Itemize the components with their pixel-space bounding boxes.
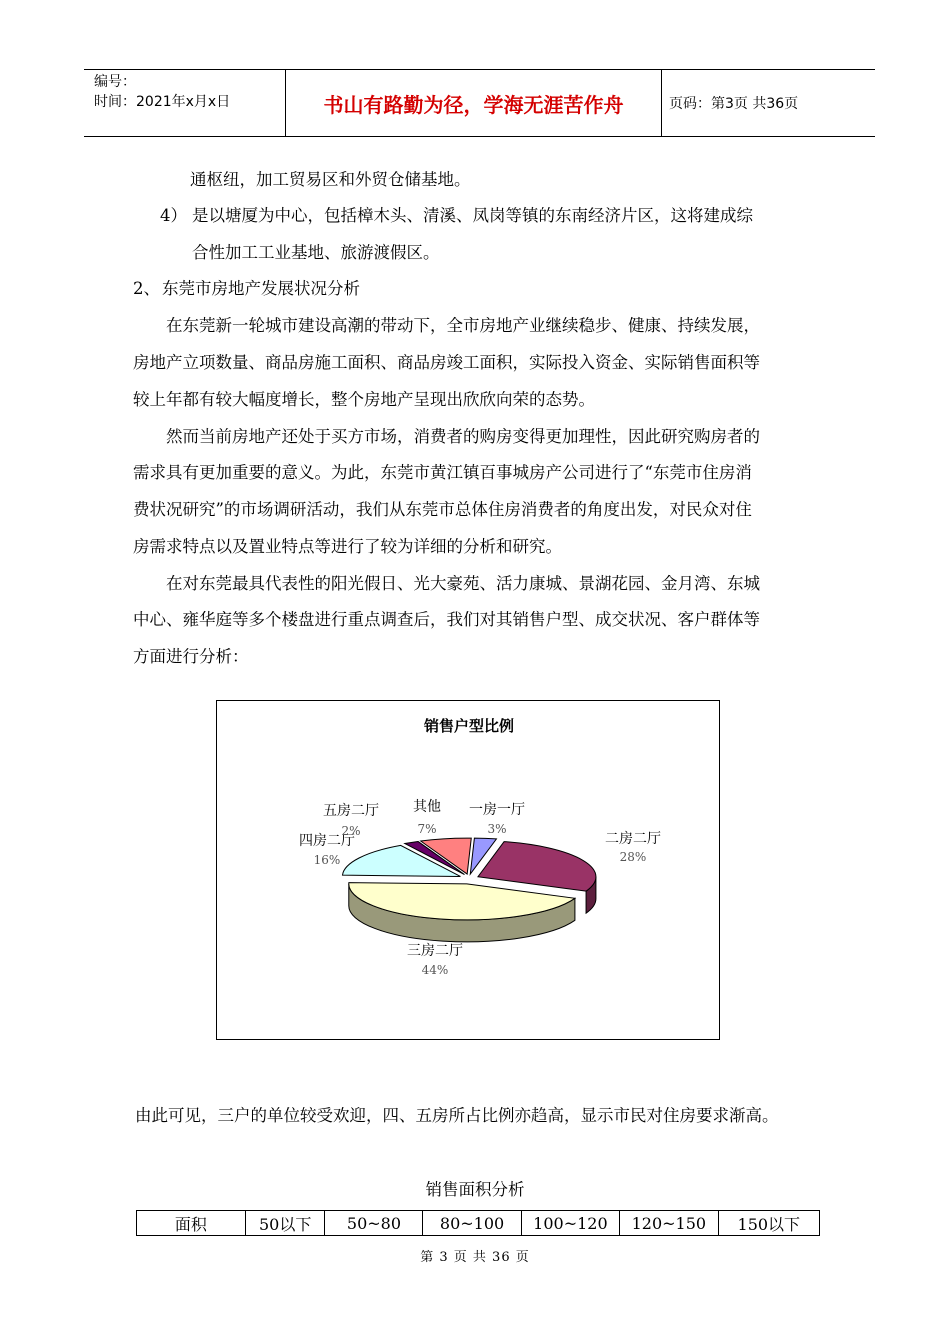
area-table: [136, 1210, 820, 1236]
paragraph-line: 在东莞新一轮城市建设高潮的带动下，全市房地产业继续稳步、健康、持续发展，: [166, 316, 760, 335]
body-line: 通枢纽，加工贸易区和外贸仓储基地。: [190, 170, 471, 189]
pie-label-value: 16%: [313, 853, 341, 867]
header-motto: 书山有路勤为径，学海无涯苦作舟: [286, 70, 662, 136]
list-item-number: 4）: [160, 206, 187, 225]
pie-label-category: 五房二厅: [323, 803, 379, 819]
paragraph-line: 需求具有更加重要的意义。为此，东莞市黄江镇百事城房产公司进行了“东莞市住房消: [133, 463, 752, 482]
number-label: 编号：: [94, 74, 136, 90]
section-number: 2、: [133, 279, 160, 298]
header-page-label: 页码：第3页 共36页: [669, 96, 799, 112]
table-header-row: [137, 1211, 820, 1236]
paragraph-line: 方面进行分析：: [133, 647, 249, 666]
pie-label-value: 2%: [341, 824, 361, 838]
pie-label-category: 四房二厅: [299, 833, 355, 849]
section-title: 东莞市房地产发展状况分析: [162, 279, 360, 298]
table-header-cell: 面积: [137, 1211, 246, 1236]
pie-label-category: 二房二厅: [605, 831, 661, 847]
table-header-cell: 80~100: [423, 1211, 521, 1236]
pie-label-value: 7%: [417, 822, 437, 836]
paragraph-line: 费状况研究”的市场调研活动，我们从东莞市总体住房消费者的角度出发，对民众对住: [133, 500, 752, 519]
paragraph-line: 然而当前房地产还处于买方市场，消费者的购房变得更加理性，因此研究购房者的: [166, 427, 760, 446]
table-header-cell: 50以下: [245, 1211, 325, 1236]
pie-slice-2: [349, 883, 575, 942]
header-meta: [84, 70, 286, 136]
pie-label-category: 其他: [413, 799, 441, 815]
pie-label-value: 28%: [619, 850, 647, 864]
list-item-text: 是以塘厦为中心，包括樟木头、清溪、凤岗等镇的东南经济片区，这将建成综: [192, 206, 753, 225]
page-footer: 第 3 页 共 36 页: [420, 1250, 530, 1265]
table-header-cell: 150以下: [718, 1211, 819, 1236]
list-item-text: 合性加工工业基地、旅游渡假区。: [192, 243, 440, 262]
table-header-cell: 100~120: [521, 1211, 619, 1236]
table-caption: 销售面积分析: [425, 1180, 525, 1199]
paragraph-line: 房地产立项数量、商品房施工面积、商品房竣工面积，实际投入资金、实际销售面积等: [133, 353, 760, 372]
paragraph-line: 在对东莞最具代表性的阳光假日、光大豪苑、活力康城、景湖花园、金月湾、东城: [166, 574, 760, 593]
pie-label-category: 三房二厅: [407, 943, 463, 959]
conclusion-text: 由此可见，三户的单位较受欢迎，四、五房所占比例亦趋高，显示市民对住房要求渐高。: [135, 1106, 779, 1125]
paragraph-line: 房需求特点以及置业特点等进行了较为详细的分析和研究。: [133, 537, 562, 556]
time-label: 时间：2021年x月x日: [94, 94, 231, 110]
pie-label-value: 3%: [487, 822, 507, 836]
pie-chart: [216, 700, 720, 1040]
paragraph-line: 中心、雍华庭等多个楼盘进行重点调查后，我们对其销售户型、成交状况、客户群体等: [133, 610, 760, 629]
table-header-cell: 120~150: [620, 1211, 718, 1236]
pie-label-value: 44%: [421, 963, 449, 977]
table-header-cell: 50~80: [325, 1211, 423, 1236]
paragraph-line: 较上年都有较大幅度增长，整个房地产呈现出欣欣向荣的态势。: [133, 390, 595, 409]
document-header: [84, 69, 875, 137]
chart-title: 销售户型比例: [423, 717, 515, 735]
pie-chart-svg: [217, 701, 721, 1041]
pie-label-category: 一房一厅: [469, 802, 525, 818]
